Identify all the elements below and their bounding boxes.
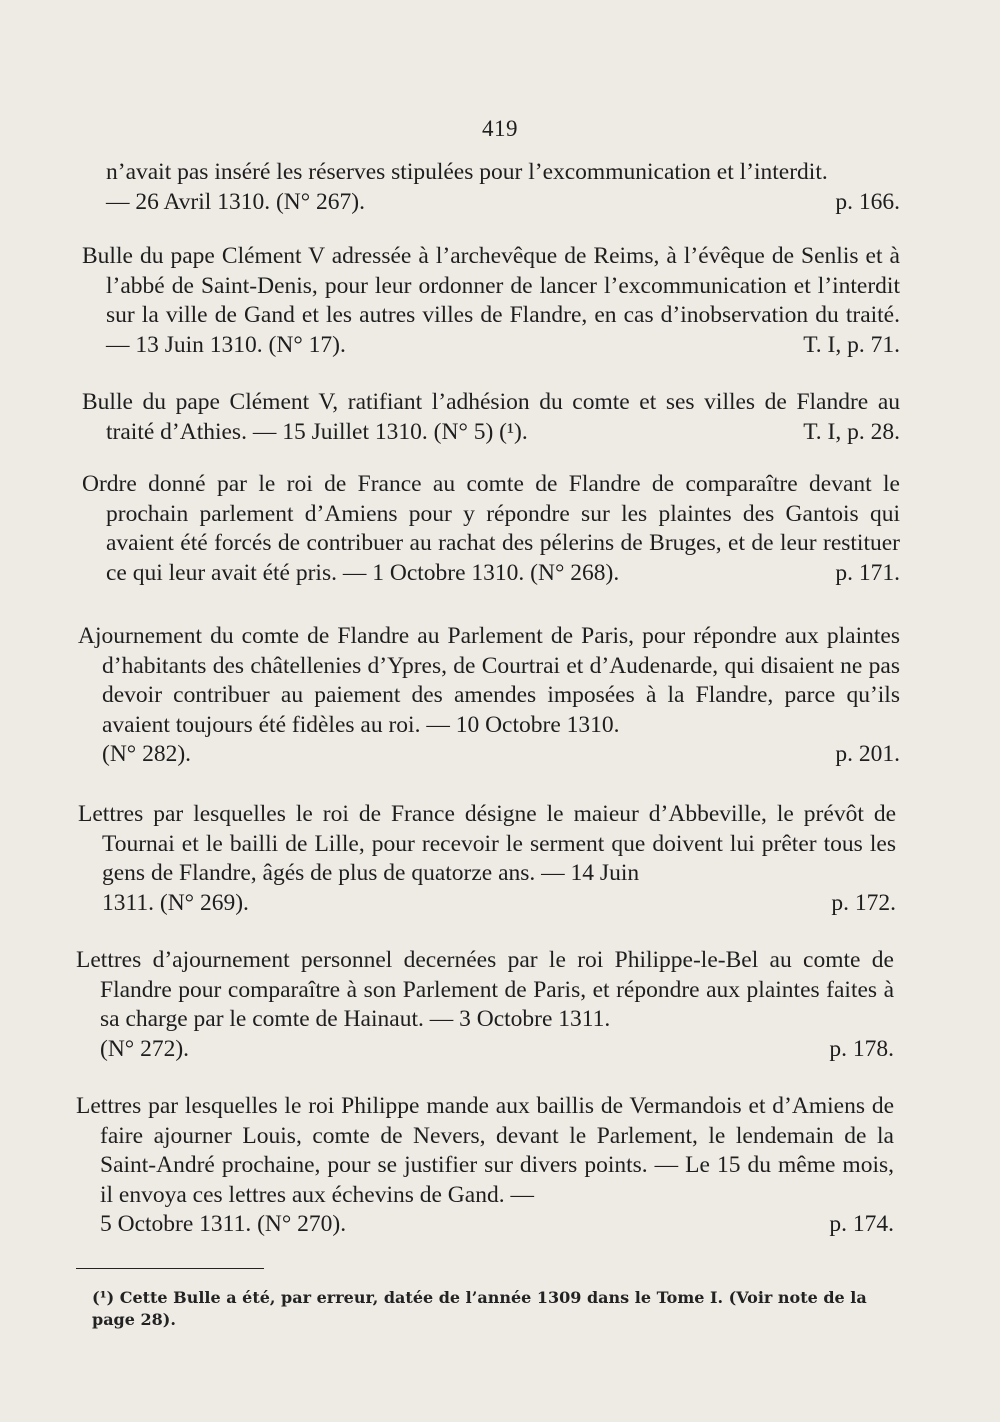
footnote: (¹) Cette Bulle a été, par erreur, datée de l’année 1309 dans le Tome I. (Voir note de la page 28).: [92, 1288, 867, 1329]
page-number: 419: [482, 116, 518, 141]
entry-text: Bulle du pape Clément V adressée à l’archevêque de Reims, à l’évêque de Senlis et à l’abbé de Saint-Denis, pour leur ordonner de lancer l’excommunication et l’interdit sur la ville de Gand et les autres villes de Flandre, en cas d’inobservation du traité. — 13 Juin 1310. (N° 17).: [82, 243, 900, 358]
entry-page-ref: p. 171.: [835, 559, 900, 586]
entry-date-ref: — 26 Avril 1310. (N° 267).: [106, 188, 365, 215]
entry-tail: [78, 740, 900, 770]
entry-date-ref: 5 Octobre 1311. (N° 270).: [100, 1211, 347, 1237]
entry-page-ref: p. 172.: [831, 889, 896, 916]
entry: [82, 470, 900, 588]
entry-text: Lettres par lesquelles le roi Philippe mande aux baillis de Vermandois et d’Amiens de faire ajourner Louis, comte de Nevers, devant le Parlement, le lendemain de la Saint-André prochaine, pour se justifier sur divers points. — Le 15 du même mois, il envoya ces lettres aux échevins de Gand. —: [76, 1093, 894, 1208]
entry-page-ref: p. 174.: [829, 1211, 894, 1237]
entry-text: Lettres d’ajournement personnel decernées par le roi Philippe-le-Bel au comte de Flandre pour comparaître à son Parlement de Paris, et répondre aux plaintes faites à sa charge par le comte de Hainaut. — 3 Octobre 1311.: [76, 947, 894, 1032]
entry-page-ref: p. 166.: [835, 188, 900, 215]
entry-tail: [76, 1210, 894, 1240]
entry-tail: [82, 188, 900, 218]
entry-page-ref: T. I, p. 71.: [803, 331, 900, 358]
entry-text: Ajournement du comte de Flandre au Parlement de Paris, pour répondre aux plaintes d’habitants des châtellenies d’Ypres, de Courtrai et d’Audenarde, qui disaient ne pas devoir contribuer au paiement des amendes imposées à la Flandre, parce qu’ils avaient toujours été fidèles au roi. — 10 Octobre 1310.: [78, 623, 900, 738]
footnote-divider: [76, 1268, 264, 1269]
entry: [82, 242, 900, 360]
entry-tail: [82, 331, 900, 361]
entry: [76, 1092, 894, 1240]
entry-page-ref: T. I, p. 28.: [803, 418, 900, 445]
entry-text: Bulle du pape Clément V, ratifiant l’adhésion du comte et ses villes de Flandre au traité d’Athies. — 15 Juillet 1310. (N° 5) (¹).: [82, 389, 900, 445]
entry-date-ref: 1311. (N° 269).: [102, 889, 249, 916]
entry: [78, 800, 896, 918]
entry: [82, 158, 900, 217]
entry-text: Ordre donné par le roi de France au comte de Flandre de comparaître devant le prochain parlement d’Amiens pour y répondre sur les plaintes des Gantois qui avaient été forcés de contribuer au rachat des pélerins de Bruges, et de leur restituer ce qui leur avait été pris. — 1 Octobre 1310. (N° 268).: [82, 471, 900, 586]
entry: [82, 388, 900, 447]
entry-tail: [82, 418, 900, 448]
entry-tail: [78, 889, 896, 919]
entry: [76, 946, 894, 1064]
entry-text: Lettres par lesquelles le roi de France désigne le maieur d’Abbeville, le prévôt de Tournai et le bailli de Lille, pour recevoir le serment que doivent lui prêter tous les gens de Flandre, âgés de plus de quatorze ans. — 14 Juin: [78, 801, 896, 886]
entry-tail: [76, 1035, 894, 1065]
entry: [78, 622, 900, 770]
entry-text: n’avait pas inséré les réserves stipulées pour l’excommunication et l’interdit.: [106, 159, 828, 185]
entry-date-ref: (N° 282).: [102, 741, 192, 767]
entry-page-ref: p. 201.: [835, 741, 900, 767]
entry-date-ref: (N° 272).: [100, 1035, 190, 1062]
entry-tail: [82, 559, 900, 589]
entry-page-ref: p. 178.: [829, 1035, 894, 1062]
